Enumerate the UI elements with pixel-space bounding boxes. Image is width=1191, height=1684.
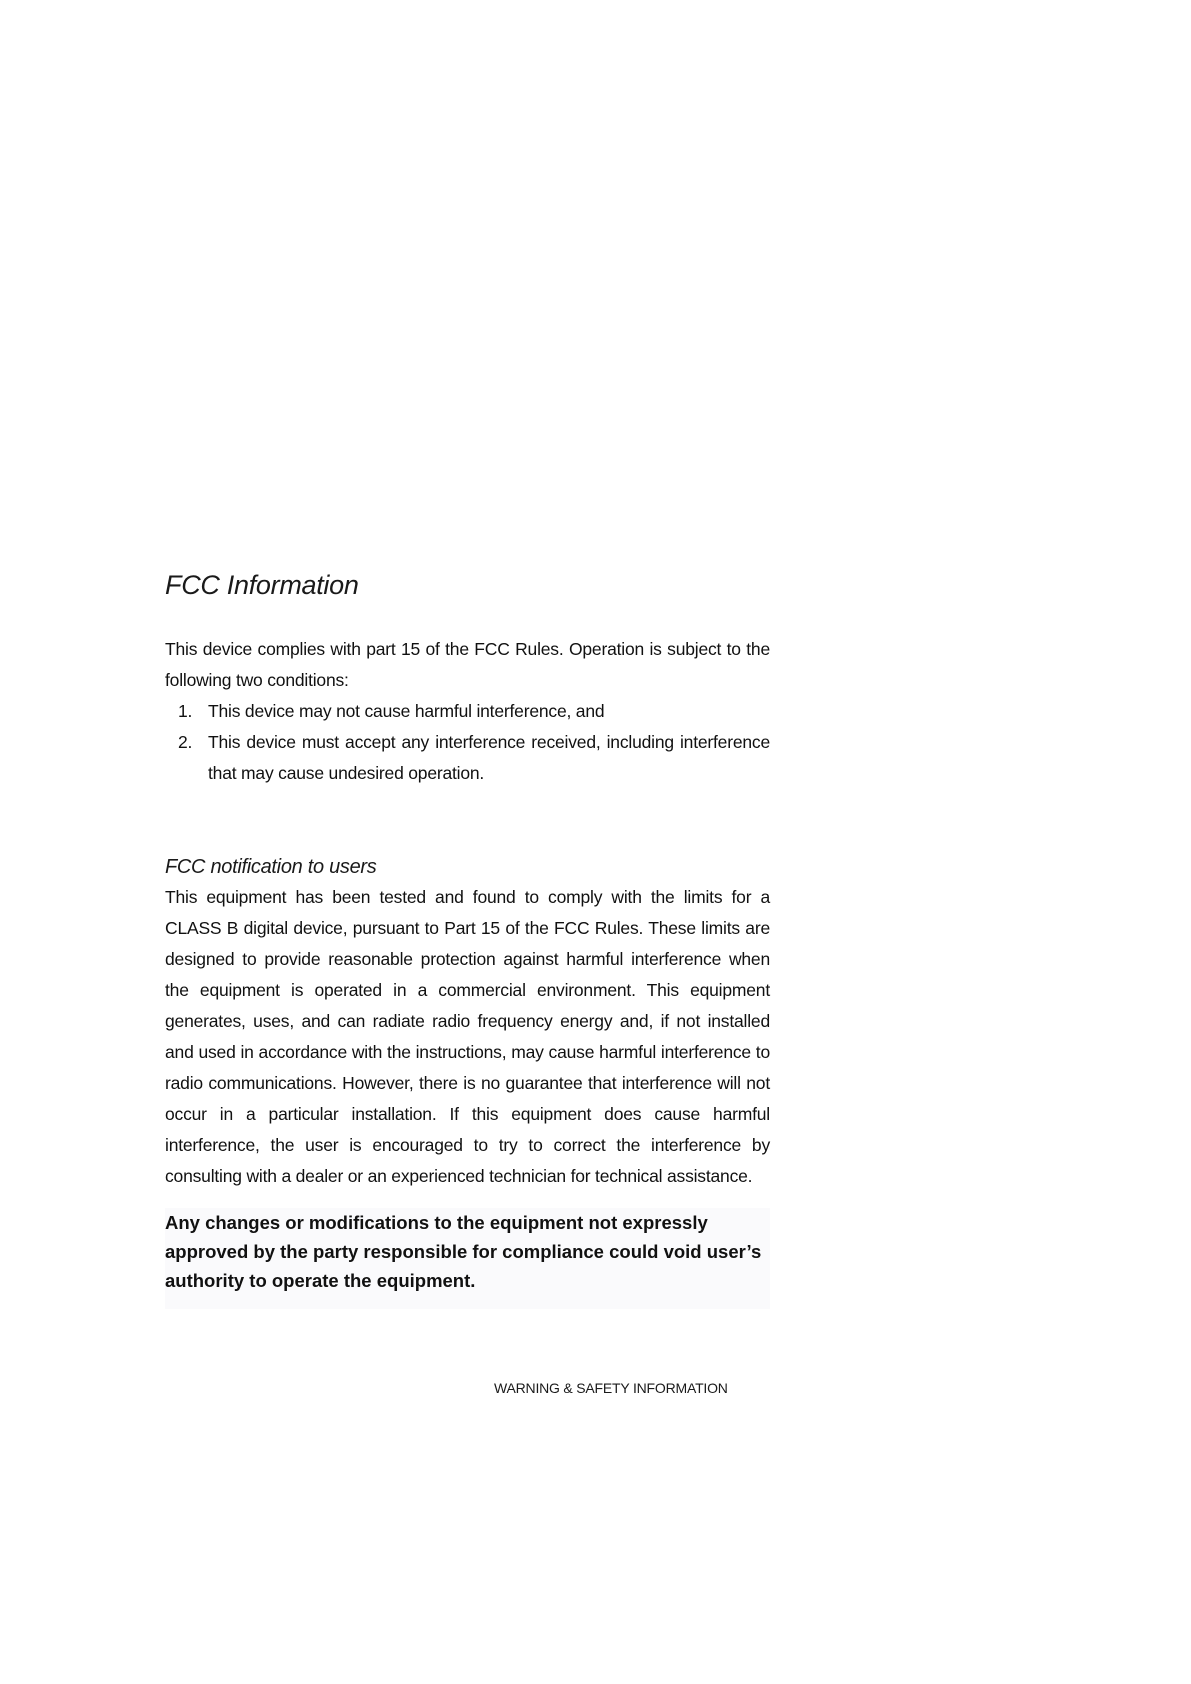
- condition-text: This device may not cause harmful interference, and: [208, 701, 605, 721]
- fcc-notification-body: This equipment has been tested and found to comply with the limits for a CLASS B digital device, pursuant to Part 15 of the FCC Rules. These limits are designed to provide reasonable protection against harmful interference when the equipment is operated in a commercial environment. This equipment generates, uses, and can radiate radio frequency energy and, if not installed and used in accordance with the instructions, may cause harmful interference to radio communications. However, there is no guarantee that interference will not occur in a particular installation. If this equipment does cause harmful interference, the user is encouraged to try to correct the interference by consulting with a dealer or an experienced technician for technical assistance.: [165, 887, 770, 1186]
- page-footer-label: WARNING & SAFETY INFORMATION: [494, 1380, 728, 1396]
- condition-text: This device must accept any interference received, including interference that may cause undesired operation.: [208, 732, 770, 783]
- fcc-information-title: FCC Information: [165, 570, 359, 600]
- condition-number: 1.: [178, 701, 193, 721]
- fcc-content: [165, 568, 770, 1309]
- condition-item: [178, 696, 770, 727]
- condition-number: 2.: [178, 732, 193, 752]
- fcc-information-intro: This device complies with part 15 of the FCC Rules. Operation is subject to the following two conditions:: [165, 639, 770, 690]
- fcc-notification-title: FCC notification to users: [165, 856, 377, 878]
- modification-warning: Any changes or modifications to the equipment not expressly approved by the party responsible for compliance could void user’s authority to operate the equipment.: [165, 1208, 770, 1309]
- condition-item: [178, 727, 770, 789]
- conditions-list: [165, 696, 770, 789]
